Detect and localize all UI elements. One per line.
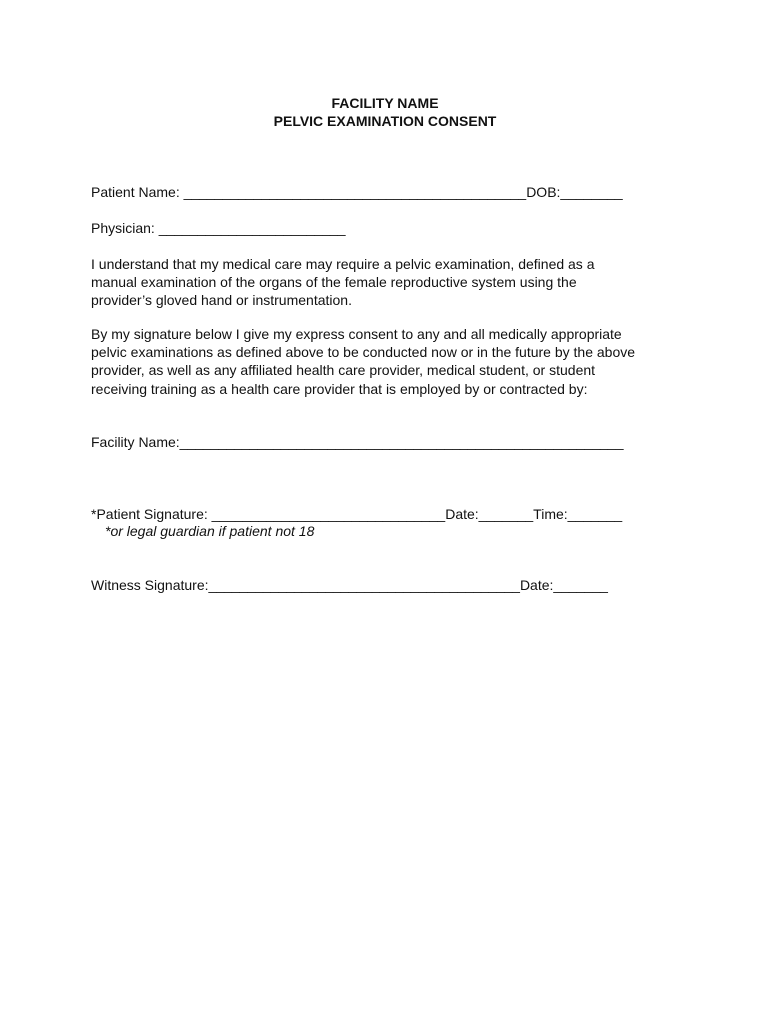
paragraph-line: receiving training as a health care provider that is employed by or contracted by: bbox=[91, 380, 588, 397]
understanding-paragraph bbox=[91, 255, 691, 310]
facility-name-line[interactable]: Facility Name:_________________________________________________________ bbox=[91, 434, 624, 450]
form-title: PELVIC EXAMINATION CONSENT bbox=[273, 113, 497, 129]
consent-paragraph bbox=[91, 325, 691, 398]
paragraph-line: provider, as well as any affiliated health care provider, medical student, or student bbox=[91, 362, 596, 379]
witness-signature-line[interactable]: Witness Signature:________________________________________Date:_______ bbox=[91, 577, 608, 593]
patient-signature-note: *or legal guardian if patient not 18 bbox=[105, 523, 315, 539]
paragraph-line: I understand that my medical care may require a pelvic examination, defined as a bbox=[91, 256, 595, 272]
paragraph-line: provider’s gloved hand or instrumentation. bbox=[91, 292, 352, 309]
form-header bbox=[0, 94, 770, 130]
paragraph-line: By my signature below I give my express consent to any and all medically appropriate bbox=[91, 326, 622, 342]
physician-line[interactable]: Physician: ________________________ bbox=[91, 220, 346, 236]
paragraph-line: manual examination of the organs of the female reproductive system using the bbox=[91, 274, 577, 291]
paragraph-line: pelvic examinations as defined above to be conducted now or in the future by the above bbox=[91, 344, 636, 361]
patient-signature-line[interactable]: *Patient Signature: ______________________________Date:_______Time:_______ bbox=[91, 506, 623, 522]
patient-name-dob-line[interactable]: Patient Name: ____________________________________________DOB:________ bbox=[91, 184, 623, 200]
facility-name-heading: FACILITY NAME bbox=[331, 95, 439, 111]
